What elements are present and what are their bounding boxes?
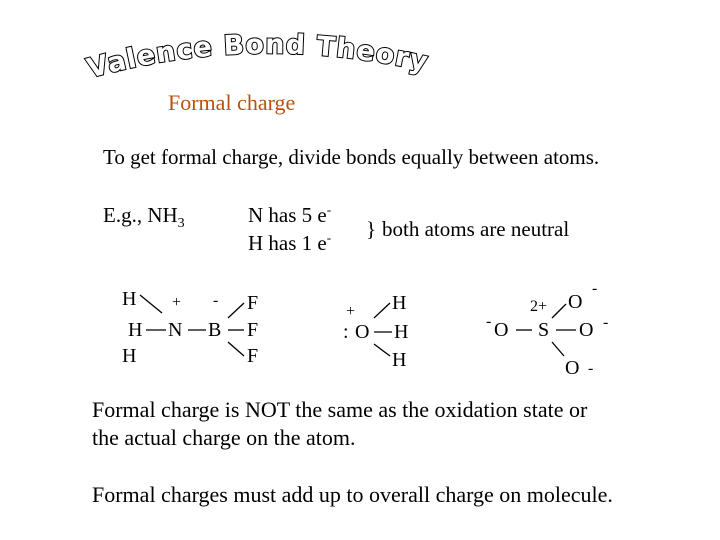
so3-o-top: O	[568, 291, 583, 313]
neutral-note: both atoms are neutral	[382, 217, 570, 241]
so3-o-right-charge: -	[603, 314, 609, 331]
h3o-o-charge: +	[346, 303, 356, 320]
bond-s-ot	[552, 304, 566, 318]
nh3bf3-b: B	[208, 319, 222, 341]
nh3bf3-f1: F	[247, 292, 259, 314]
h-has-text: H has 1 e	[248, 231, 327, 255]
n-has-text: N has 5 e	[248, 203, 327, 227]
so3-o-left-charge: -	[486, 313, 492, 330]
electron-sup-n: -	[326, 202, 332, 217]
so3-o-left: O	[494, 319, 509, 341]
nh3bf3-n-charge: +	[172, 294, 182, 311]
nh3bf3-b-charge: -	[213, 292, 219, 309]
so3-o-bottom-charge: -	[588, 360, 594, 377]
h3o-o: O	[355, 321, 370, 343]
bond-s-ob	[552, 342, 564, 356]
bond-o-h1	[374, 303, 390, 318]
electron-sup-h: -	[326, 230, 332, 245]
nh3bf3-n: N	[168, 319, 183, 341]
nh3bf3-f3: F	[247, 345, 259, 367]
bond-b-f3	[228, 342, 244, 356]
note-overall-charge: Formal charges must add up to overall charge on molecule.	[92, 482, 613, 507]
h3o-bonds	[374, 303, 392, 356]
title-text: Valence Bond Theory	[83, 29, 432, 85]
brace: }	[366, 217, 377, 241]
bond-o-h3	[374, 344, 390, 356]
nh3bf3-h1: H	[122, 288, 137, 310]
so3-s-charge: 2+	[530, 298, 548, 315]
bond-b-f1	[228, 303, 244, 318]
nh3bf3-h2: H	[128, 319, 143, 341]
h3o-h1: H	[392, 292, 407, 314]
note-oxidation-line2: the actual charge on the atom.	[92, 425, 356, 450]
so3-s: S	[538, 319, 550, 341]
subtitle: Formal charge	[168, 90, 296, 115]
so3-o-right: O	[579, 319, 594, 341]
example-prefix: E.g., NH	[103, 203, 178, 227]
so3-o-top-charge: -	[592, 280, 598, 297]
note-oxidation-line1: Formal charge is NOT the same as the oxidation state or	[92, 397, 588, 422]
example-subscript: 3	[177, 216, 185, 232]
so3-o-bottom: O	[565, 357, 580, 379]
intro-text: To get formal charge, divide bonds equally between atoms.	[103, 145, 600, 169]
h3o-h2: H	[394, 321, 409, 343]
nh3bf3-f2: F	[247, 319, 259, 341]
nh3bf3-bonds	[140, 295, 244, 356]
h3o-lone-pair: :	[343, 321, 349, 343]
nh3bf3-h3: H	[122, 345, 137, 367]
h3o-h3: H	[392, 349, 407, 371]
bond-h1-n	[140, 295, 162, 313]
